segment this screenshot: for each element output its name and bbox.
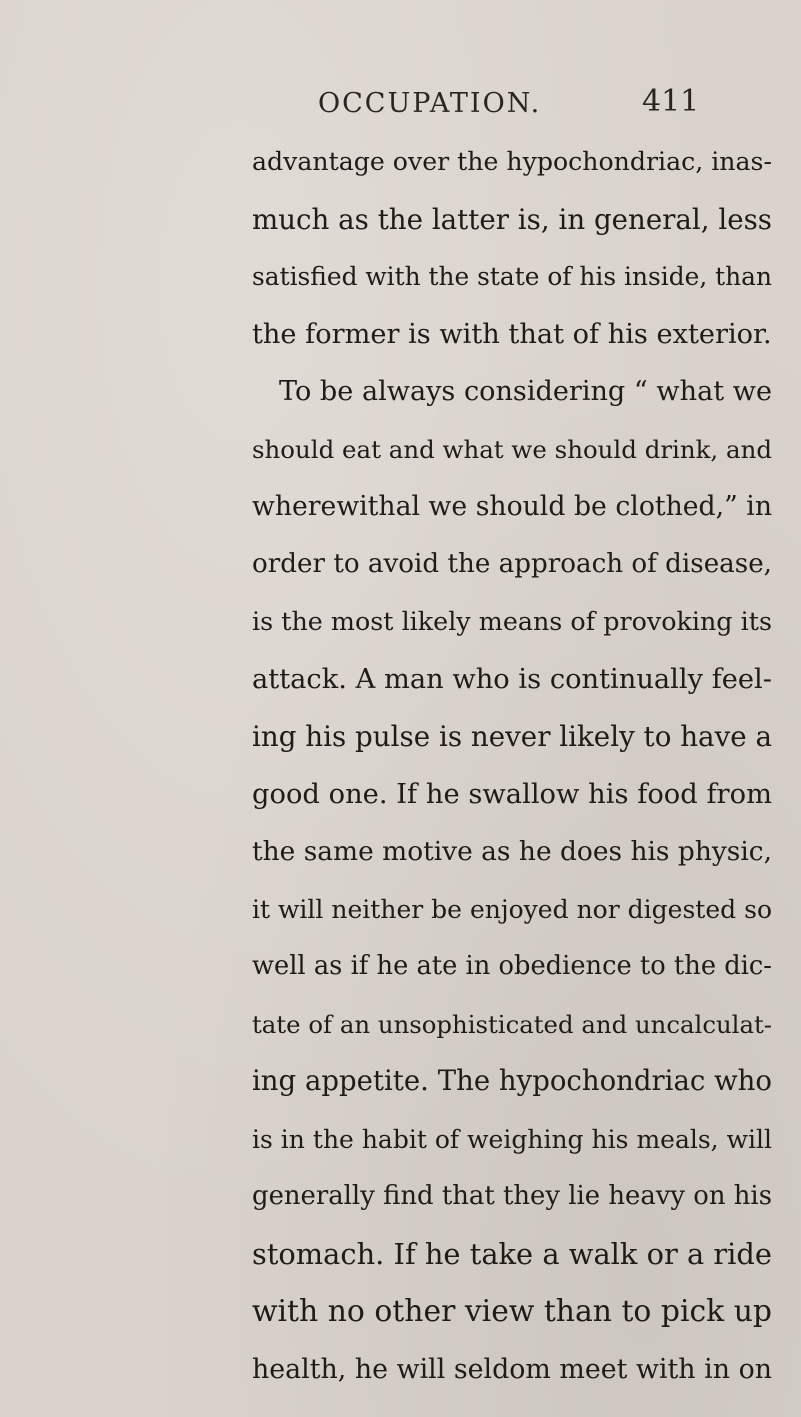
text-line: tate of an unsophisticated and uncalculat- — [252, 1009, 772, 1039]
text-line: stomach. If he take a walk or a ride — [252, 1236, 772, 1271]
text-line: is in the habit of weighing his meals, will — [252, 1124, 772, 1154]
text-line: the former is with that of his exterior. — [252, 318, 772, 350]
body-text — [252, 133, 772, 1398]
text-line: much as the latter is, in general, less — [252, 202, 772, 236]
text-line: ing his pulse is never likely to have a — [252, 720, 772, 753]
text-line: attack. A man who is continually feel- — [252, 663, 772, 695]
text-line: satisfied with the state of his inside, than — [252, 262, 772, 291]
text-line: order to avoid the approach of disease, — [252, 548, 772, 579]
text-line: advantage over the hypochondriac, inas- — [252, 147, 772, 176]
running-head — [0, 84, 801, 124]
text-line: To be always considering “ what we — [279, 376, 772, 407]
text-line: ing appetite. The hypochondriac who — [252, 1065, 772, 1097]
page-number: 411 — [642, 84, 700, 119]
text-line: it will neither be enjoyed nor digested so — [252, 894, 772, 924]
text-line: the same motive as he does his physic, — [252, 836, 772, 867]
text-line: should eat and what we should drink, and — [252, 434, 772, 464]
text-line: well as if he ate in obedience to the dic- — [252, 951, 772, 981]
text-line: with no other view than to pick up — [252, 1294, 772, 1329]
text-line: good one. If he swallow his food from — [252, 778, 772, 810]
text-line: health, he will seldom meet with in on — [252, 1353, 772, 1385]
text-line: wherewithal we should be clothed,” in — [252, 491, 772, 522]
text-line: generally find that they lie heavy on his — [252, 1181, 772, 1211]
running-title: OCCUPATION. — [318, 88, 542, 119]
text-line: is the most likely means of provoking its — [252, 606, 772, 636]
